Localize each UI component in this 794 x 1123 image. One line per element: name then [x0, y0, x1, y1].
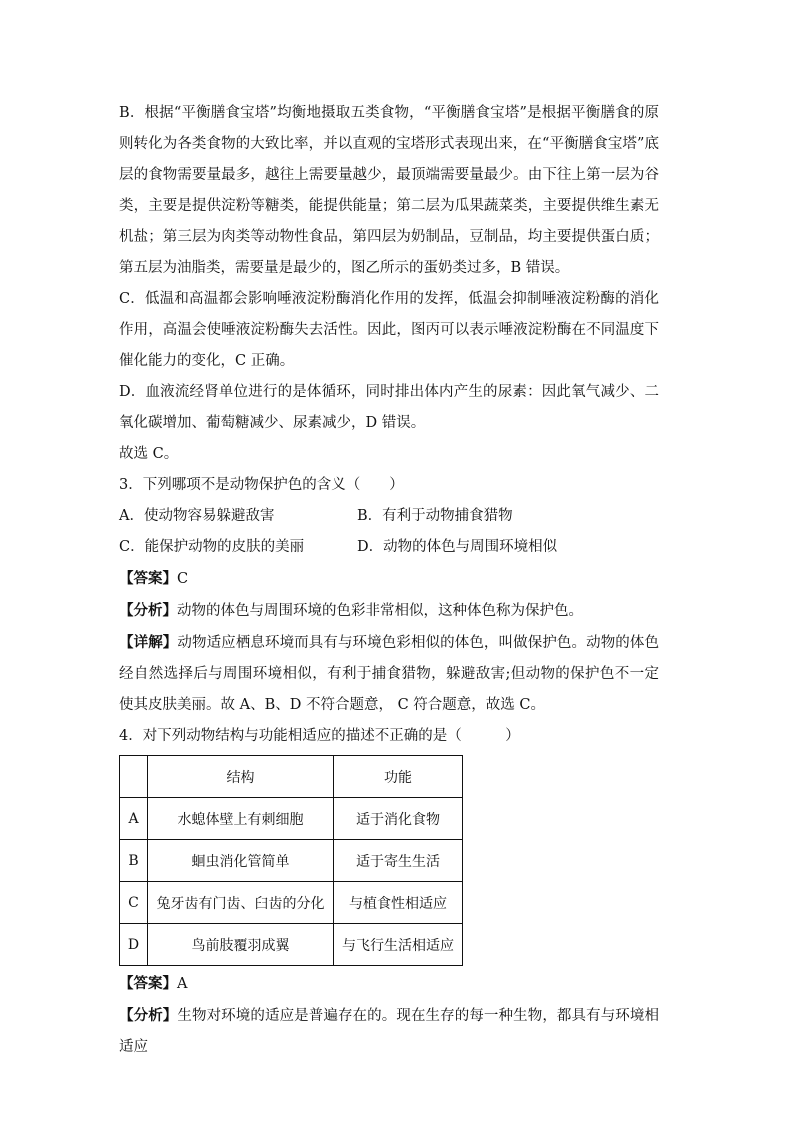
table-header-cell — [120, 756, 148, 798]
question-3-options-row-2 — [119, 532, 659, 563]
table-row — [120, 924, 463, 966]
question-4-analysis — [119, 1000, 659, 1063]
option-d: D．动物的体色与周围环境相似 — [357, 539, 558, 555]
option-a: A．使动物容易躲避敌害 — [119, 508, 275, 524]
question-3-stem: 3．下列哪项不是动物保护色的含义（ ） — [119, 477, 404, 493]
table-cell: C — [120, 882, 148, 924]
table-cell: A — [120, 798, 148, 840]
paragraph-conclusion: 故选 C。 — [119, 446, 179, 462]
table-cell: 鸟前肢覆羽成翼 — [148, 924, 334, 966]
question-3-options-row-1 — [119, 501, 659, 532]
paragraph-option-d: D．血液流经肾单位进行的是体循环，同时排出体内产生的尿素：因此氧气减少、二氧化碳增加、葡萄糖减少、尿素减少，D 错误。 — [119, 384, 659, 431]
option-c: C．能保护动物的皮肤的美丽 — [119, 539, 305, 555]
table-cell: 水螅体壁上有刺细胞 — [148, 798, 334, 840]
question-3-answer — [119, 563, 659, 595]
answer-tag: 【答案】 — [119, 570, 177, 587]
document-page — [119, 98, 659, 1063]
paragraph-option-b: B．根据“平衡膳食宝塔”均衡地摄取五类食物，“平衡膳食宝塔”是根据平衡膳食的原则转化为各类食物的大致比率，并以直观的宝塔形式表现出来，在“平衡膳食宝塔”底层的食物需要量最多，越往上需要量越少，最顶端需要量最少。由下往上第一层为谷类，主要是提供淀粉等糖类，能提供能量；第二层为瓜果蔬菜类，主要提供维生素无机盐；第三层为肉类等动物性食品，第四层为奶制品，豆制品，均主要提供蛋白质；第五层为油脂类，需要量是最少的，图乙所示的蛋奶类过多，B 错误。 — [119, 105, 659, 276]
table-cell: 与飞行生活相适应 — [334, 924, 463, 966]
table-cell: 兔牙齿有门齿、臼齿的分化 — [148, 882, 334, 924]
table-cell: B — [120, 840, 148, 882]
option-b: B．有利于动物捕食猎物 — [357, 508, 513, 524]
question-4-stem: 4．对下列动物结构与功能相适应的描述不正确的是（ ） — [119, 728, 520, 744]
analysis-text: 动物的体色与周围环境的色彩非常相似，这种体色称为保护色。 — [177, 603, 583, 619]
answer-value: C — [177, 571, 189, 587]
table-cell: 蛔虫消化管简单 — [148, 840, 334, 882]
table-cell: 适于寄生生活 — [334, 840, 463, 882]
question-4-answer — [119, 968, 659, 1000]
table-row — [120, 798, 463, 840]
detail-text: 动物适应栖息环境而具有与环境色彩相似的体色，叫做保护色。动物的体色经自然选择后与周围环境相似，有利于捕食猎物，躲避敌害;但动物的保护色不一定使其皮肤美丽。故 A、B、D 不符合题意， C 符合题意，故选 C。 — [119, 635, 659, 713]
table-header-row — [120, 756, 463, 798]
structure-function-table — [119, 755, 463, 966]
answer-tag: 【答案】 — [119, 975, 177, 992]
analysis-tag: 【分析】 — [119, 1007, 178, 1024]
question-3-analysis — [119, 595, 659, 627]
analysis-tag: 【分析】 — [119, 602, 177, 619]
table-header-cell: 结构 — [148, 756, 334, 798]
table-cell: 与植食性相适应 — [334, 882, 463, 924]
table-row — [120, 840, 463, 882]
answer-value: A — [177, 976, 188, 992]
table-header-cell: 功能 — [334, 756, 463, 798]
table-cell: 适于消化食物 — [334, 798, 463, 840]
paragraph-option-c: C．低温和高温都会影响唾液淀粉酶消化作用的发挥，低温会抑制唾液淀粉酶的消化作用，高温会使唾液淀粉酶失去活性。因此，图丙可以表示唾液淀粉酶在不同温度下催化能力的变化，C 正确。 — [119, 291, 659, 369]
detail-tag: 【详解】 — [119, 634, 178, 651]
question-3-detail — [119, 627, 659, 721]
analysis-text: 生物对环境的适应是普遍存在的。现在生存的每一种生物，都具有与环境相适应 — [119, 1008, 659, 1055]
table-cell: D — [120, 924, 148, 966]
table-row — [120, 882, 463, 924]
